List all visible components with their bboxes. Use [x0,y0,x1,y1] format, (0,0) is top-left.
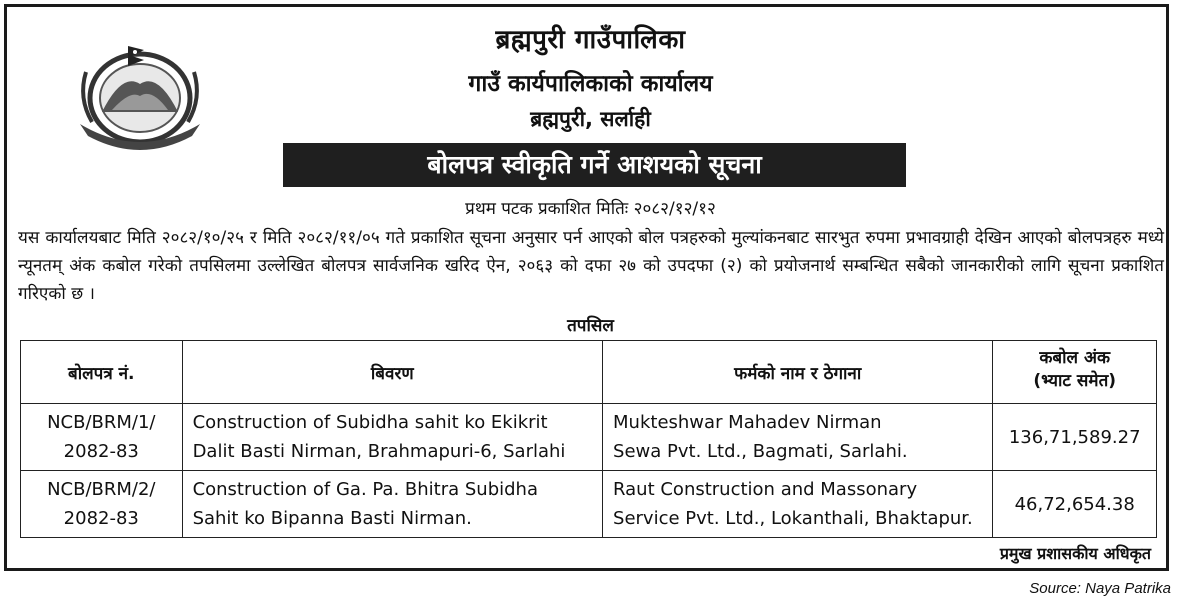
cell-amount: 46,72,654.38 [993,471,1157,538]
firm-line: Raut Construction and Massonary [613,479,918,500]
org-address: ब्रह्मपुरी, सर्लाही [530,107,651,131]
header-amount-line1: कबोल अंक [1039,348,1111,368]
description-line: Dalit Basti Nirman, Brahmapuri-6, Sarlahi [192,441,566,462]
header-amount-line2: (भ्याट समेत) [1033,371,1117,391]
source-credit: Source: Naya Patrika [1029,580,1171,597]
table-header-row [21,341,1157,404]
table-row [21,404,1157,471]
cell-description [182,404,602,471]
cell-firm [603,404,993,471]
header-bid-no: बोलपत्र नं. [21,341,183,404]
signatory: प्रमुख प्रशासकीय अधिकृत [999,544,1151,563]
firm-line: Sewa Pvt. Ltd., Bagmati, Sarlahi. [613,441,908,462]
published-date: प्रथम पटक प्रकाशित मितिः २०८२/१२/१२ [465,199,716,219]
description-line: Sahit ko Bipanna Basti Nirman. [192,508,472,529]
org-office: गाउँ कार्यपालिकाको कार्यालय [468,71,713,97]
header-amount [993,341,1157,404]
bid-no-line: 2082-83 [63,441,139,462]
cell-firm [603,471,993,538]
cell-description [182,471,602,538]
bid-no-line: NCB/BRM/1/ [47,412,156,433]
description-line: Construction of Subidha sahit ko Ekikrit [192,412,548,433]
award-table [20,340,1157,538]
cell-bid-no [21,404,183,471]
schedule-heading: तपसिल [567,316,614,336]
firm-line: Mukteshwar Mahadev Nirman [613,412,882,433]
header-firm: फर्मको नाम र ठेगाना [603,341,993,404]
cell-bid-no [21,471,183,538]
cell-amount: 136,71,589.27 [993,404,1157,471]
description-line: Construction of Ga. Pa. Bhitra Subidha [192,479,538,500]
bid-no-line: NCB/BRM/2/ [47,479,156,500]
bid-no-line: 2082-83 [63,508,139,529]
header-description: बिवरण [182,341,602,404]
notice-body: यस कार्यालयबाट मिति २०८२/१०/२५ र मिति २०८२/११/०५ गते प्रकाशित सूचना अनुसार पर्न आएको बोल पत्रहरुको मुल्यांकनबाट सारभुत रुपमा प्रभावग्राही देखिन आएको बोलपत्रहरु मध्ये न्यूनतम् अंक कबोल गरेको तपसिलमा उल्लेखित बोलपत्र सार्वजनिक खरिद ऐन, २०६३ को दफा २७ को उपदफा (२) को प्रयोजनार्थ सम्बन्धित सबैको जानकारीको लागि सूचना प्रकाशित गरिएको छ । [18,228,1164,304]
notice-title: बोलपत्र स्वीकृति गर्ने आशयको सूचना [283,143,906,187]
table-row [21,471,1157,538]
org-name: ब्रह्मपुरी गाउँपालिका [495,25,686,55]
firm-line: Service Pvt. Ltd., Lokanthali, Bhaktapur. [613,508,973,529]
